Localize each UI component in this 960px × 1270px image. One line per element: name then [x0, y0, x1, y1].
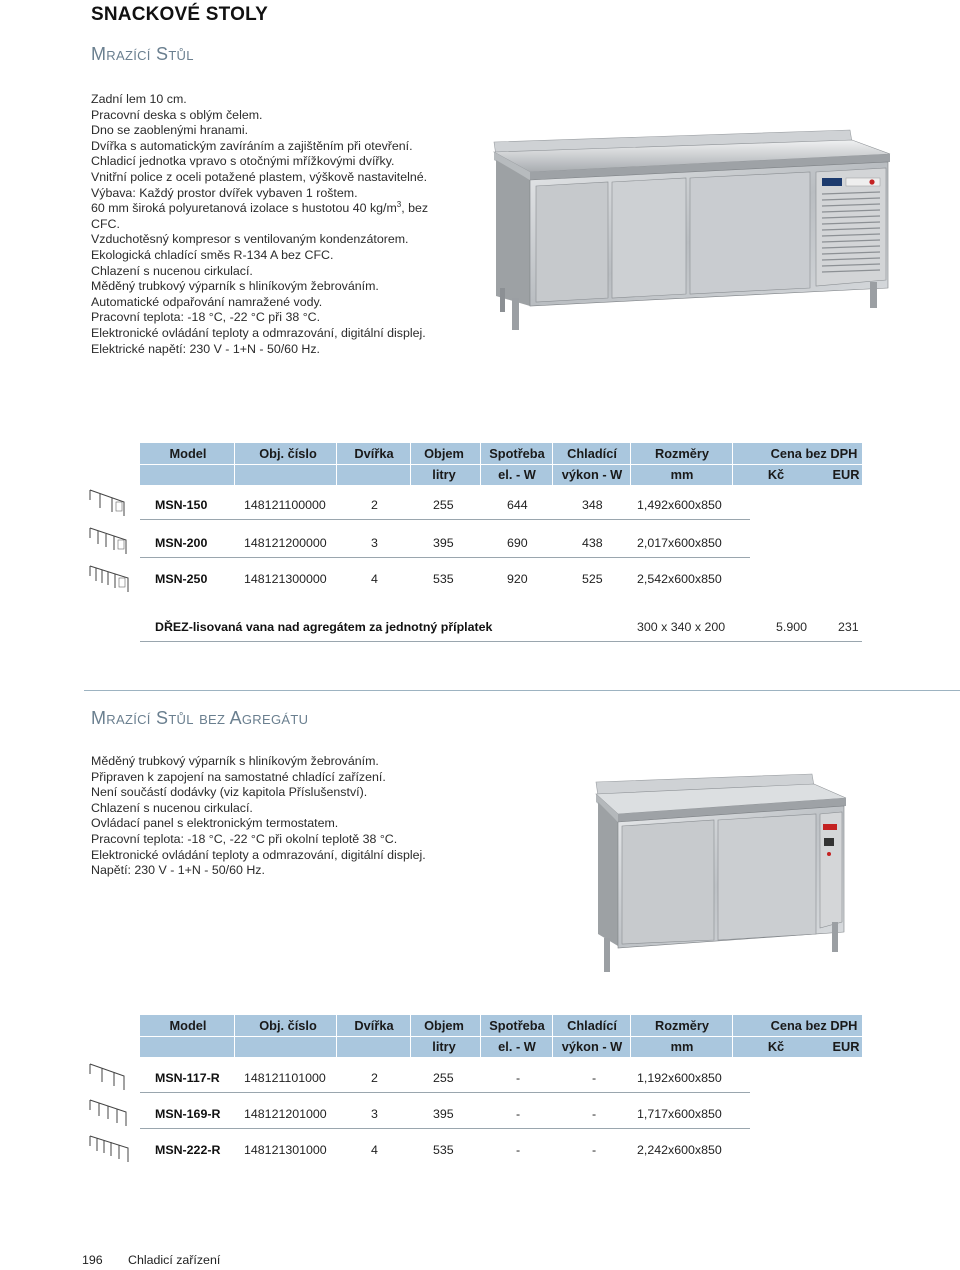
cell-dims: 1,717x600x850 — [637, 1107, 722, 1121]
unit-power-w: výkon - W — [561, 467, 623, 482]
table-row — [140, 1065, 862, 1093]
feature-item: Ekologická chladící směs R-134 A bez CFC. — [91, 247, 334, 262]
cell-dims: 2,242x600x850 — [637, 1143, 722, 1157]
page-title: SNACKOVÉ STOLY — [91, 4, 269, 25]
two-door-table-icon — [88, 1060, 132, 1094]
cell-volume: 535 — [433, 572, 454, 586]
unit-mm: mm — [670, 1039, 694, 1054]
feature-text-tail: , bez — [401, 201, 429, 216]
feature-item-insulation — [91, 201, 461, 217]
three-door-table-icon — [88, 1096, 132, 1130]
table-header — [140, 1015, 862, 1057]
cell-dims: 2,017x600x850 — [637, 536, 722, 550]
unit-czk: Kč — [767, 467, 785, 482]
cell-consumption: 644 — [507, 498, 528, 512]
section-divider — [84, 690, 960, 691]
col-model: Model — [169, 446, 207, 461]
feature-item: Pracovní teplota: -18 °C, -22 °C při 38 °C. — [91, 310, 321, 325]
header-divider — [630, 1015, 631, 1057]
col-volume: Objem — [424, 446, 464, 461]
cell-consumption: - — [516, 1143, 521, 1157]
row-divider — [140, 1092, 750, 1093]
cell-power: 438 — [582, 536, 603, 550]
feature-item: Dvířka s automatickým zavíráním a zajištěním při otevření. — [91, 138, 413, 153]
cell-volume: 535 — [433, 1143, 454, 1157]
table-row — [140, 1137, 862, 1165]
cell-code: 148121100000 — [244, 498, 326, 512]
header-divider — [234, 443, 235, 485]
col-cooling-power: Chladící — [567, 446, 617, 461]
footer-section: Chladicí zařízení — [128, 1253, 221, 1267]
cell-consumption: 920 — [507, 572, 528, 586]
col-volume: Objem — [424, 1018, 464, 1033]
feature-item: Elektronické ovládání teploty a odmrazování, digitální displej. — [91, 847, 426, 862]
col-price: Cena bez DPH — [770, 446, 858, 461]
feature-list — [91, 754, 461, 879]
feature-item: Není součástí dodávky (viz kapitola Příslušenství). — [91, 785, 368, 800]
header-divider — [336, 1015, 337, 1057]
header-divider — [410, 443, 411, 485]
unit-czk: Kč — [767, 1039, 785, 1054]
cell-dims: 1,492x600x850 — [637, 498, 722, 512]
sink-option-row — [140, 620, 862, 636]
col-consumption: Spotřeba — [489, 1018, 545, 1033]
unit-mm: mm — [670, 467, 694, 482]
cell-dims: 2,542x600x850 — [637, 572, 722, 586]
feature-item: Měděný trubkový výparník s hliníkovým žebrováním. — [91, 754, 379, 768]
sink-price-czk: 5.900 — [776, 620, 808, 634]
col-price: Cena bez DPH — [770, 1018, 858, 1033]
cell-model: MSN-200 — [155, 536, 208, 550]
row-divider — [140, 641, 862, 642]
feature-text: 60 mm široká polyuretanová izolace s hustotou 40 kg/m — [91, 201, 397, 216]
sink-dims: 300 x 340 x 200 — [637, 620, 726, 634]
cell-doors: 3 — [371, 1107, 378, 1121]
cell-doors: 2 — [371, 498, 378, 512]
col-cooling-power: Chladící — [567, 1018, 617, 1033]
table-row — [140, 492, 862, 520]
cell-doors: 4 — [371, 1143, 378, 1157]
feature-item: Automatické odpařování namražené vody. — [91, 294, 323, 309]
section-heading-text: Mrazící Stůl bez Agregátu — [91, 708, 309, 728]
feature-item: Elektronické ovládání teploty a odmrazování, digitální displej. — [91, 325, 426, 340]
cell-power: - — [592, 1071, 597, 1085]
col-dimensions: Rozměry — [654, 446, 710, 461]
row-divider — [140, 1128, 750, 1129]
section-heading-text: Mrazící Stůl — [91, 44, 194, 64]
col-doors: Dvířka — [354, 446, 394, 461]
feature-item: Pracovní teplota: -18 °C, -22 °C při okolní teplotě 38 °C. — [91, 831, 398, 846]
col-consumption: Spotřeba — [489, 446, 545, 461]
header-divider — [552, 443, 553, 485]
two-door-table-icon — [88, 486, 132, 520]
header-divider — [480, 1015, 481, 1057]
header-divider — [234, 1015, 235, 1057]
header-divider — [336, 443, 337, 485]
feature-item: Napětí: 230 V - 1+N - 50/60 Hz. — [91, 863, 265, 878]
header-divider — [480, 443, 481, 485]
feature-list — [91, 92, 461, 357]
unit-litres: litry — [432, 1039, 456, 1054]
unit-eur: EUR — [832, 467, 860, 482]
cell-consumption: - — [516, 1071, 521, 1085]
unit-power-w: výkon - W — [561, 1039, 623, 1054]
cell-power: - — [592, 1107, 597, 1121]
cell-power: - — [592, 1143, 597, 1157]
header-divider — [410, 1015, 411, 1057]
row-divider — [140, 519, 750, 520]
feature-item: Ovládací panel s elektronickým termostatem. — [91, 816, 339, 831]
feature-item: Chladicí jednotka vpravo s otočnými mřížkovými dvířky. — [91, 154, 395, 169]
cell-volume: 395 — [433, 536, 454, 550]
feature-item: Zadní lem 10 cm. — [91, 92, 187, 106]
table-row — [140, 1101, 862, 1129]
cell-doors: 2 — [371, 1071, 378, 1085]
feature-item: Měděný trubkový výparník s hliníkovým žebrováním. — [91, 279, 379, 294]
cell-dims: 1,192x600x850 — [637, 1071, 722, 1085]
section-heading-freezer-table-remote — [91, 708, 308, 729]
feature-item: CFC. — [91, 216, 120, 231]
freezer-table-image — [490, 128, 894, 334]
cell-model: MSN-169-R — [155, 1107, 221, 1121]
cell-power: 525 — [582, 572, 603, 586]
cell-code: 148121300000 — [244, 572, 327, 586]
table-row — [140, 530, 862, 558]
col-order-number: Obj. číslo — [259, 446, 317, 461]
cell-code: 148121201000 — [244, 1107, 327, 1121]
unit-eur: EUR — [832, 1039, 860, 1054]
three-door-table-icon — [88, 524, 132, 558]
cell-volume: 395 — [433, 1107, 454, 1121]
feature-item: Chlazení s nucenou cirkulací. — [91, 800, 253, 815]
col-model: Model — [169, 1018, 207, 1033]
cell-volume: 255 — [433, 1071, 454, 1085]
cell-code: 148121200000 — [244, 536, 327, 550]
table-row — [140, 566, 862, 594]
feature-item: Vzduchotěsný kompresor s ventilovaným kondenzátorem. — [91, 232, 409, 247]
unit-litres: litry — [432, 467, 456, 482]
cell-model: MSN-117-R — [155, 1071, 220, 1085]
cell-volume: 255 — [433, 498, 454, 512]
row-divider — [140, 557, 750, 558]
superscript: 3 — [396, 200, 402, 210]
sink-label: DŘEZ-lisovaná vana nad agregátem za jednotný příplatek — [155, 620, 493, 634]
four-door-table-icon — [88, 562, 132, 596]
cell-code: 148121301000 — [244, 1143, 327, 1157]
feature-item: Pracovní deska s oblým čelem. — [91, 107, 263, 122]
freezer-table-remote-image — [590, 772, 852, 976]
page-number: 196 — [82, 1253, 103, 1267]
unit-el-w: el. - W — [498, 1039, 536, 1054]
feature-item: Výbava: Každý prostor dvířek vybaven 1 roštem. — [91, 185, 358, 200]
cell-consumption: 690 — [507, 536, 528, 550]
col-order-number: Obj. číslo — [259, 1018, 317, 1033]
cell-model: MSN-222-R — [155, 1143, 221, 1157]
feature-item: Vnitřní police z oceli potažené plastem, výškově nastavitelné. — [91, 169, 428, 184]
feature-item: Připraven k zapojení na samostatné chladící zařízení. — [91, 769, 386, 784]
cell-model: MSN-150 — [155, 498, 208, 512]
feature-item: Chlazení s nucenou cirkulací. — [91, 263, 253, 278]
header-divider — [630, 443, 631, 485]
col-dimensions: Rozměry — [654, 1018, 710, 1033]
header-divider — [552, 1015, 553, 1057]
cell-doors: 4 — [371, 572, 378, 586]
header-divider — [140, 464, 862, 465]
header-divider — [140, 1036, 862, 1037]
cell-power: 348 — [582, 498, 603, 512]
feature-item: Dno se zaoblenými hranami. — [91, 123, 249, 138]
cell-code: 148121101000 — [244, 1071, 326, 1085]
cell-consumption: - — [516, 1107, 521, 1121]
header-divider — [732, 443, 733, 485]
four-door-table-icon — [88, 1132, 132, 1166]
cell-model: MSN-250 — [155, 572, 208, 586]
unit-el-w: el. - W — [498, 467, 536, 482]
col-doors: Dvířka — [354, 1018, 394, 1033]
sink-price-eur: 231 — [838, 620, 859, 634]
cell-doors: 3 — [371, 536, 378, 550]
table-header — [140, 443, 862, 485]
feature-item: Elektrické napětí: 230 V - 1+N - 50/60 Hz. — [91, 341, 320, 356]
header-divider — [732, 1015, 733, 1057]
section-heading-freezer-table — [91, 44, 194, 65]
